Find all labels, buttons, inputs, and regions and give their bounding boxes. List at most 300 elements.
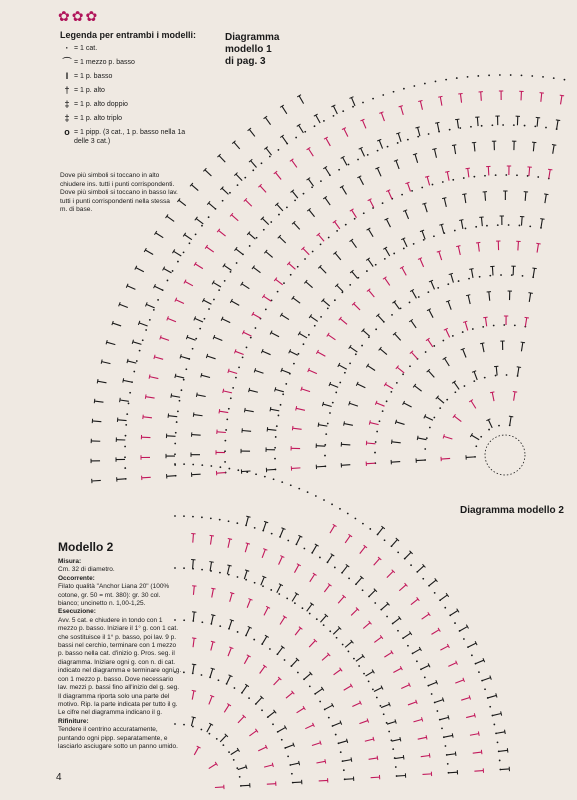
- stitch-mark: [245, 570, 249, 571]
- chain-mark: [445, 745, 447, 747]
- chain-mark: [384, 539, 386, 541]
- stitch-mark: [333, 106, 337, 114]
- chain-mark: [482, 326, 484, 328]
- stitch-mark: [368, 229, 373, 237]
- stitch-mark: [490, 392, 494, 393]
- chain-mark: [278, 415, 280, 417]
- chain-mark: [348, 164, 350, 166]
- chain-mark: [516, 174, 518, 176]
- stitch-mark: [448, 772, 457, 773]
- stitch-mark: [445, 171, 449, 172]
- chain-mark: [446, 399, 448, 401]
- stitch-mark: [290, 351, 298, 355]
- chain-mark: [413, 85, 415, 87]
- stitch-mark: [365, 739, 374, 741]
- chain-mark: [320, 180, 322, 182]
- stitch-mark: [422, 231, 425, 239]
- stitch-mark: [417, 566, 424, 572]
- center-ring: [485, 435, 525, 475]
- chain-mark: [342, 644, 344, 646]
- stitch-mark: [228, 538, 232, 539]
- stitch-mark: [525, 317, 529, 318]
- stitch-mark: [211, 588, 215, 589]
- stitch-mark: [210, 562, 211, 571]
- chain-mark: [355, 353, 357, 355]
- stitch-mark: [422, 203, 426, 204]
- chain-mark: [375, 441, 377, 443]
- stitch-mark: [481, 92, 482, 101]
- stitch-mark: [381, 604, 388, 610]
- stitch-mark: [150, 377, 159, 379]
- chain-mark: [252, 169, 254, 171]
- stitch-mark: [457, 119, 458, 128]
- stitch-mark: [374, 688, 382, 692]
- chain-mark: [303, 343, 305, 345]
- stitch-mark: [459, 220, 463, 221]
- stitch-mark: [440, 97, 442, 106]
- stitch-mark: [345, 779, 354, 780]
- stitch-mark: [229, 371, 238, 374]
- stitch-mark: [201, 375, 210, 377]
- chain-mark: [407, 139, 409, 141]
- stitch-mark: [160, 335, 161, 339]
- stitch-mark: [422, 614, 429, 619]
- chain-mark: [410, 564, 412, 566]
- stitch-mark: [246, 765, 247, 769]
- stitch-mark: [324, 585, 329, 592]
- chain-mark: [244, 177, 246, 179]
- chain-mark: [303, 193, 305, 195]
- chain-mark: [348, 651, 350, 653]
- chain-mark: [462, 331, 464, 333]
- stitch-mark: [466, 168, 470, 169]
- stitch-mark: [309, 641, 315, 648]
- stitch-mark: [164, 269, 172, 273]
- stitch-mark: [404, 403, 412, 407]
- stitch-mark: [391, 462, 400, 463]
- stitch-mark: [441, 458, 450, 459]
- chain-mark: [228, 408, 230, 410]
- chain-mark: [553, 77, 555, 79]
- chain-mark: [183, 619, 185, 621]
- stitch-mark: [421, 665, 429, 669]
- chain-mark: [409, 365, 411, 367]
- chain-mark: [362, 589, 364, 591]
- stitch-mark: [254, 368, 255, 372]
- stitch-mark: [323, 404, 332, 406]
- stitch-mark: [320, 741, 321, 745]
- stitch-mark: [128, 361, 137, 363]
- chain-mark: [282, 393, 284, 395]
- chain-mark: [128, 403, 130, 405]
- chain-mark: [397, 630, 399, 632]
- stitch-mark: [411, 599, 418, 605]
- chain-mark: [380, 705, 382, 707]
- stitch-mark: [501, 711, 502, 715]
- chain-mark: [339, 382, 341, 384]
- chain-mark: [235, 377, 237, 379]
- stitch-mark: [505, 730, 506, 734]
- chain-mark: [393, 253, 395, 255]
- chain-mark: [353, 658, 355, 660]
- chain-mark: [403, 248, 405, 250]
- stitch-mark: [378, 315, 384, 322]
- chain-mark: [309, 613, 311, 615]
- chain-mark: [286, 598, 288, 600]
- stitch-mark: [362, 120, 366, 128]
- chain-mark: [327, 307, 329, 309]
- stitch-mark: [405, 182, 409, 183]
- stitch-mark: [411, 352, 417, 359]
- stitch-mark: [444, 436, 453, 439]
- stitch-mark: [442, 198, 446, 199]
- stitch-mark: [242, 284, 250, 289]
- stitch-mark: [307, 604, 312, 611]
- chain-mark: [447, 283, 449, 285]
- chain-mark: [433, 417, 435, 419]
- chain-mark: [402, 373, 404, 375]
- stitch-mark: [211, 668, 215, 669]
- stitch-mark: [529, 167, 530, 176]
- chain-mark: [142, 339, 144, 341]
- stitch-mark: [345, 536, 350, 543]
- chain-mark: [376, 697, 378, 699]
- stitch-mark: [532, 268, 536, 269]
- stitch-mark: [275, 172, 281, 179]
- stitch-mark: [211, 642, 213, 651]
- chain-mark: [237, 576, 239, 578]
- chain-mark: [503, 324, 505, 326]
- chain-mark: [384, 258, 386, 260]
- chain-mark: [436, 710, 438, 712]
- chain-mark: [339, 508, 341, 510]
- chain-mark: [344, 372, 346, 374]
- stitch-mark: [448, 715, 449, 719]
- stitch-mark: [337, 285, 343, 291]
- chain-mark: [238, 367, 240, 369]
- stitch-mark: [466, 457, 475, 458]
- stitch-mark: [431, 630, 439, 635]
- stitch-mark: [477, 117, 478, 126]
- stitch-mark: [395, 334, 401, 341]
- chain-mark: [245, 579, 247, 581]
- stitch-mark: [318, 234, 324, 241]
- chain-mark: [336, 230, 338, 232]
- chain-mark: [319, 557, 321, 559]
- stitch-mark: [228, 369, 229, 373]
- stitch-mark: [120, 400, 129, 401]
- stitch-mark: [211, 615, 215, 616]
- stitch-mark: [440, 646, 448, 650]
- chain-mark: [124, 467, 126, 469]
- stitch-mark: [334, 670, 341, 675]
- stitch-mark: [97, 379, 98, 383]
- stitch-mark: [450, 610, 458, 615]
- chain-mark: [209, 733, 211, 735]
- chain-mark: [224, 280, 226, 282]
- legend-item: ⌒ = 1 mezzo p. basso: [60, 58, 190, 67]
- stitch-mark: [192, 435, 201, 436]
- stitch-mark: [416, 460, 425, 461]
- stitch-mark: [230, 593, 233, 602]
- stitch-mark: [423, 774, 432, 775]
- chain-mark: [432, 184, 434, 186]
- chain-mark: [417, 136, 419, 138]
- chain-mark: [511, 274, 513, 276]
- chain-mark: [386, 400, 388, 402]
- chain-mark: [422, 578, 424, 580]
- chain-mark: [286, 206, 288, 208]
- stitch-mark: [142, 477, 151, 478]
- chain-mark: [126, 413, 128, 415]
- chain-mark: [177, 261, 179, 263]
- chain-mark: [304, 131, 306, 133]
- stitch-mark: [509, 416, 513, 417]
- stitch-mark: [246, 627, 250, 635]
- stitch-mark: [196, 393, 197, 397]
- stitch-mark: [415, 154, 418, 163]
- chain-mark: [316, 618, 318, 620]
- chain-mark: [250, 337, 252, 339]
- chain-mark: [283, 282, 285, 284]
- stitch-mark: [354, 304, 360, 310]
- stitch-mark: [304, 673, 311, 679]
- stitch-mark: [197, 395, 206, 397]
- stitch-mark: [308, 179, 313, 186]
- stitch-mark: [441, 225, 443, 234]
- stitch-mark: [363, 330, 370, 336]
- stitch-mark: [418, 127, 420, 136]
- legend-note: Dove più simboli si toccano in alto chiudere ins. tutti i punti corrispondenti. Dove più simboli si toccano in basso lav. tutti i punti corrispondenti nella stessa m. di base.: [60, 172, 178, 214]
- chain-mark: [124, 456, 126, 458]
- stitch-mark: [461, 220, 463, 229]
- stitch-mark: [405, 552, 411, 558]
- chain-mark: [269, 156, 271, 158]
- chain-mark: [376, 431, 378, 433]
- stitch-mark: [223, 391, 232, 393]
- stitch-mark: [161, 337, 170, 340]
- stitch-mark: [260, 186, 266, 193]
- stitch-mark: [393, 618, 400, 623]
- stitch-mark: [483, 317, 487, 318]
- chain-mark: [521, 74, 523, 76]
- stitch-mark: [401, 106, 404, 115]
- stitch-mark: [176, 300, 184, 304]
- stitch-mark: [299, 96, 303, 104]
- chain-mark: [149, 319, 151, 321]
- stitch-mark: [195, 318, 203, 322]
- stitch-mark: [460, 627, 468, 631]
- stitch-mark: [308, 149, 313, 157]
- chain-mark: [493, 724, 495, 726]
- stitch-mark: [428, 339, 433, 346]
- stitch-mark: [471, 435, 479, 440]
- chain-mark: [363, 212, 365, 214]
- stitch-mark: [533, 142, 534, 151]
- stitch-mark: [344, 129, 348, 137]
- stitch-mark: [236, 249, 243, 254]
- stitch-mark: [351, 757, 352, 761]
- chain-mark: [454, 391, 456, 393]
- chain-mark: [314, 325, 316, 327]
- stitch-mark: [465, 322, 468, 331]
- diagram1-title: Diagramma modello 1 di pag. 3: [225, 32, 280, 67]
- stitch-mark: [242, 471, 251, 472]
- stitch-mark: [289, 263, 296, 269]
- chain-mark: [340, 751, 342, 753]
- stitch-mark: [175, 374, 176, 378]
- stitch-mark: [207, 356, 216, 359]
- triple-treble-symbol: ‡: [64, 113, 70, 123]
- chain-mark: [379, 420, 381, 422]
- chain-mark: [230, 397, 232, 399]
- chain-mark: [307, 491, 309, 493]
- stitch-mark: [344, 686, 352, 691]
- stitch-mark: [262, 636, 267, 644]
- stitch-mark: [489, 292, 490, 301]
- stitch-mark: [471, 269, 473, 278]
- stitch-mark: [245, 200, 251, 206]
- chain-mark: [183, 463, 185, 465]
- chain-mark: [239, 776, 241, 778]
- chain-symbol: ·: [65, 43, 69, 53]
- stitch-mark: [452, 145, 456, 146]
- stitch-mark: [338, 596, 344, 603]
- chain-mark: [505, 174, 507, 176]
- stitch-mark: [387, 722, 396, 725]
- chain-mark: [388, 731, 390, 733]
- chain-mark: [269, 648, 271, 650]
- stitch-mark: [212, 589, 214, 598]
- chain-mark: [222, 744, 224, 746]
- chain-mark: [431, 693, 433, 695]
- stitch-mark: [325, 198, 330, 205]
- stitch-mark: [541, 93, 542, 102]
- stitch-mark: [309, 210, 315, 217]
- chain-mark: [237, 469, 239, 471]
- stitch-mark: [264, 607, 268, 615]
- stitch-mark: [209, 696, 212, 704]
- chain-mark: [213, 299, 215, 301]
- chain-mark: [274, 458, 276, 460]
- stitch-mark: [403, 755, 404, 759]
- chain-mark: [363, 673, 365, 675]
- stitch-mark: [249, 129, 255, 136]
- stitch-mark: [193, 664, 194, 673]
- chain-mark: [273, 478, 275, 480]
- chain-mark: [391, 314, 393, 316]
- stitch-mark: [437, 123, 439, 132]
- stitch-mark: [456, 246, 460, 247]
- stitch-mark: [428, 371, 434, 378]
- chain-mark: [335, 392, 337, 394]
- stitch-mark: [245, 544, 248, 553]
- stitch-mark: [127, 359, 128, 363]
- chain-mark: [499, 74, 501, 76]
- chain-mark: [397, 142, 399, 144]
- chain-mark: [319, 701, 321, 703]
- chain-mark: [323, 120, 325, 122]
- chain-mark: [336, 637, 338, 639]
- chain-mark: [287, 755, 289, 757]
- chain-mark: [437, 287, 439, 289]
- chain-mark: [472, 328, 474, 330]
- chain-mark: [192, 348, 194, 350]
- stitch-mark: [272, 763, 273, 767]
- stitch-mark: [242, 685, 247, 692]
- stitch-mark: [296, 408, 305, 410]
- stitch-mark: [413, 719, 422, 721]
- chain-mark: [537, 176, 539, 178]
- stitch-mark: [238, 767, 247, 770]
- stitch-mark: [193, 612, 194, 621]
- chain-mark: [484, 688, 486, 690]
- stitch-mark: [333, 628, 339, 634]
- page-number: 4: [56, 772, 62, 783]
- stitch-mark: [210, 669, 213, 678]
- chain-mark: [468, 278, 470, 280]
- stitch-mark: [101, 359, 102, 363]
- stitch-mark: [496, 732, 505, 734]
- chain-mark: [145, 329, 147, 331]
- chain-mark: [347, 513, 349, 515]
- chain-mark: [519, 225, 521, 227]
- chain-mark: [290, 484, 292, 486]
- stitch-mark: [206, 354, 207, 358]
- stitch-mark: [264, 765, 273, 767]
- chain-mark: [216, 738, 218, 740]
- chain-mark: [428, 133, 430, 135]
- stitch-mark: [462, 194, 466, 195]
- stitch-mark: [194, 415, 203, 416]
- stitch-mark: [179, 200, 186, 206]
- chain-mark: [425, 351, 427, 353]
- stitch-mark: [275, 389, 284, 391]
- stitch-mark: [387, 571, 393, 577]
- stitch-mark: [401, 685, 409, 689]
- stitch-mark: [315, 689, 322, 694]
- chain-mark: [527, 175, 529, 177]
- stitch-mark: [417, 436, 418, 440]
- stitch-mark: [292, 594, 297, 602]
- stitch-mark: [468, 295, 470, 304]
- stitch-mark: [478, 243, 479, 252]
- chain-mark: [219, 625, 221, 627]
- stitch-mark: [335, 222, 340, 229]
- stitch-mark: [267, 784, 276, 785]
- chain-mark: [366, 270, 368, 272]
- stitch-mark: [123, 378, 124, 382]
- chain-mark: [400, 307, 402, 309]
- chain-mark: [345, 224, 347, 226]
- stitch-mark: [414, 386, 421, 391]
- stitch-mark: [219, 156, 225, 163]
- stitch-mark: [243, 332, 251, 336]
- stitch-mark: [363, 623, 370, 629]
- chain-mark: [395, 766, 397, 768]
- stitch-mark: [561, 95, 562, 104]
- stitch-mark: [482, 678, 490, 681]
- stitch-mark: [203, 300, 211, 304]
- stitch-mark: [376, 403, 384, 406]
- chain-mark: [397, 551, 399, 553]
- chain-mark: [228, 468, 230, 470]
- chain-mark: [261, 162, 263, 164]
- stitch-mark: [249, 731, 256, 736]
- stitch-mark: [296, 536, 300, 544]
- chain-mark: [508, 224, 510, 226]
- stitch-mark: [388, 191, 392, 199]
